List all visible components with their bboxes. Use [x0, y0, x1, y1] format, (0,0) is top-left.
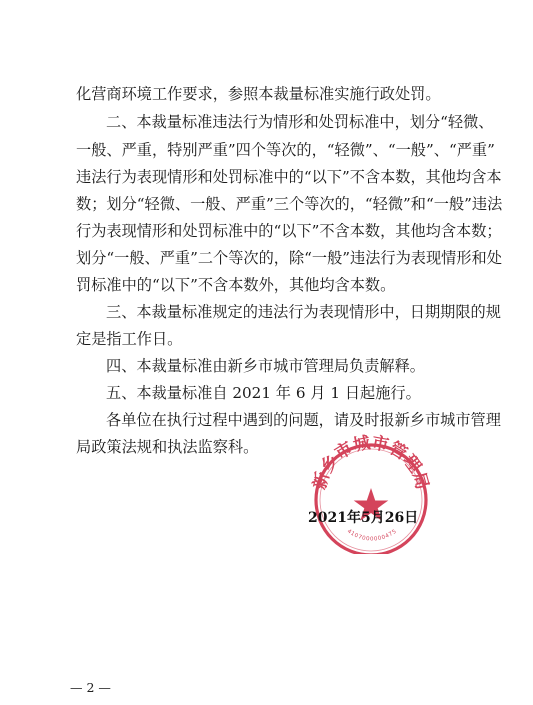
- body-text-line: 五、本裁量标准自 2021 年 6 月 1 日起施行。: [106, 384, 421, 402]
- body-text-line: 局政策法规和执法监察科。: [76, 438, 259, 456]
- body-text-line: 数；划分“轻微、一般、严重”三个等次的，“轻微”和“一般”违法: [76, 195, 503, 213]
- official-seal: [305, 434, 437, 554]
- body-text-line: 一般、严重，特别严重”四个等次的，“轻微”、“一般”、“严重”: [76, 141, 495, 159]
- body-text-line: 四、本裁量标准由新乡市城市管理局负责解释。: [106, 357, 425, 375]
- seal-number-text: 4107000000475: [345, 528, 399, 543]
- page-number: — 2 —: [70, 680, 111, 695]
- body-text-line: 违法行为表现情形和处罚标准中的“以下”不含本数，其他均含本: [76, 168, 502, 186]
- body-text-line: 定是指工作日。: [76, 330, 183, 348]
- body-text-line: 化营商环境工作要求，参照本裁量标准实施行政处罚。: [76, 85, 441, 103]
- body-text-line: 各单位在执行过程中遇到的问题，请及时报新乡市城市管理: [106, 411, 501, 429]
- body-text-line: 罚标准中的“以下”不含本数外，其他均含本数。: [76, 276, 396, 294]
- body-text-line: 三、本裁量标准规定的违法行为表现情形中，日期期限的规: [106, 303, 501, 321]
- body-text-line: 行为表现情形和处罚标准中的“以下”不含本数，其他均含本数；: [76, 222, 502, 240]
- seal-title-text: 新乡市城市管理局: [309, 434, 433, 492]
- body-text-line: 二、本裁量标准违法行为情形和处罚标准中，划分“轻微、: [106, 113, 494, 131]
- signature-date: 2021年5月26日: [308, 510, 419, 526]
- body-text-line: 划分“一般、严重”二个等次的，除“一般”违法行为表现情形和处: [76, 249, 502, 267]
